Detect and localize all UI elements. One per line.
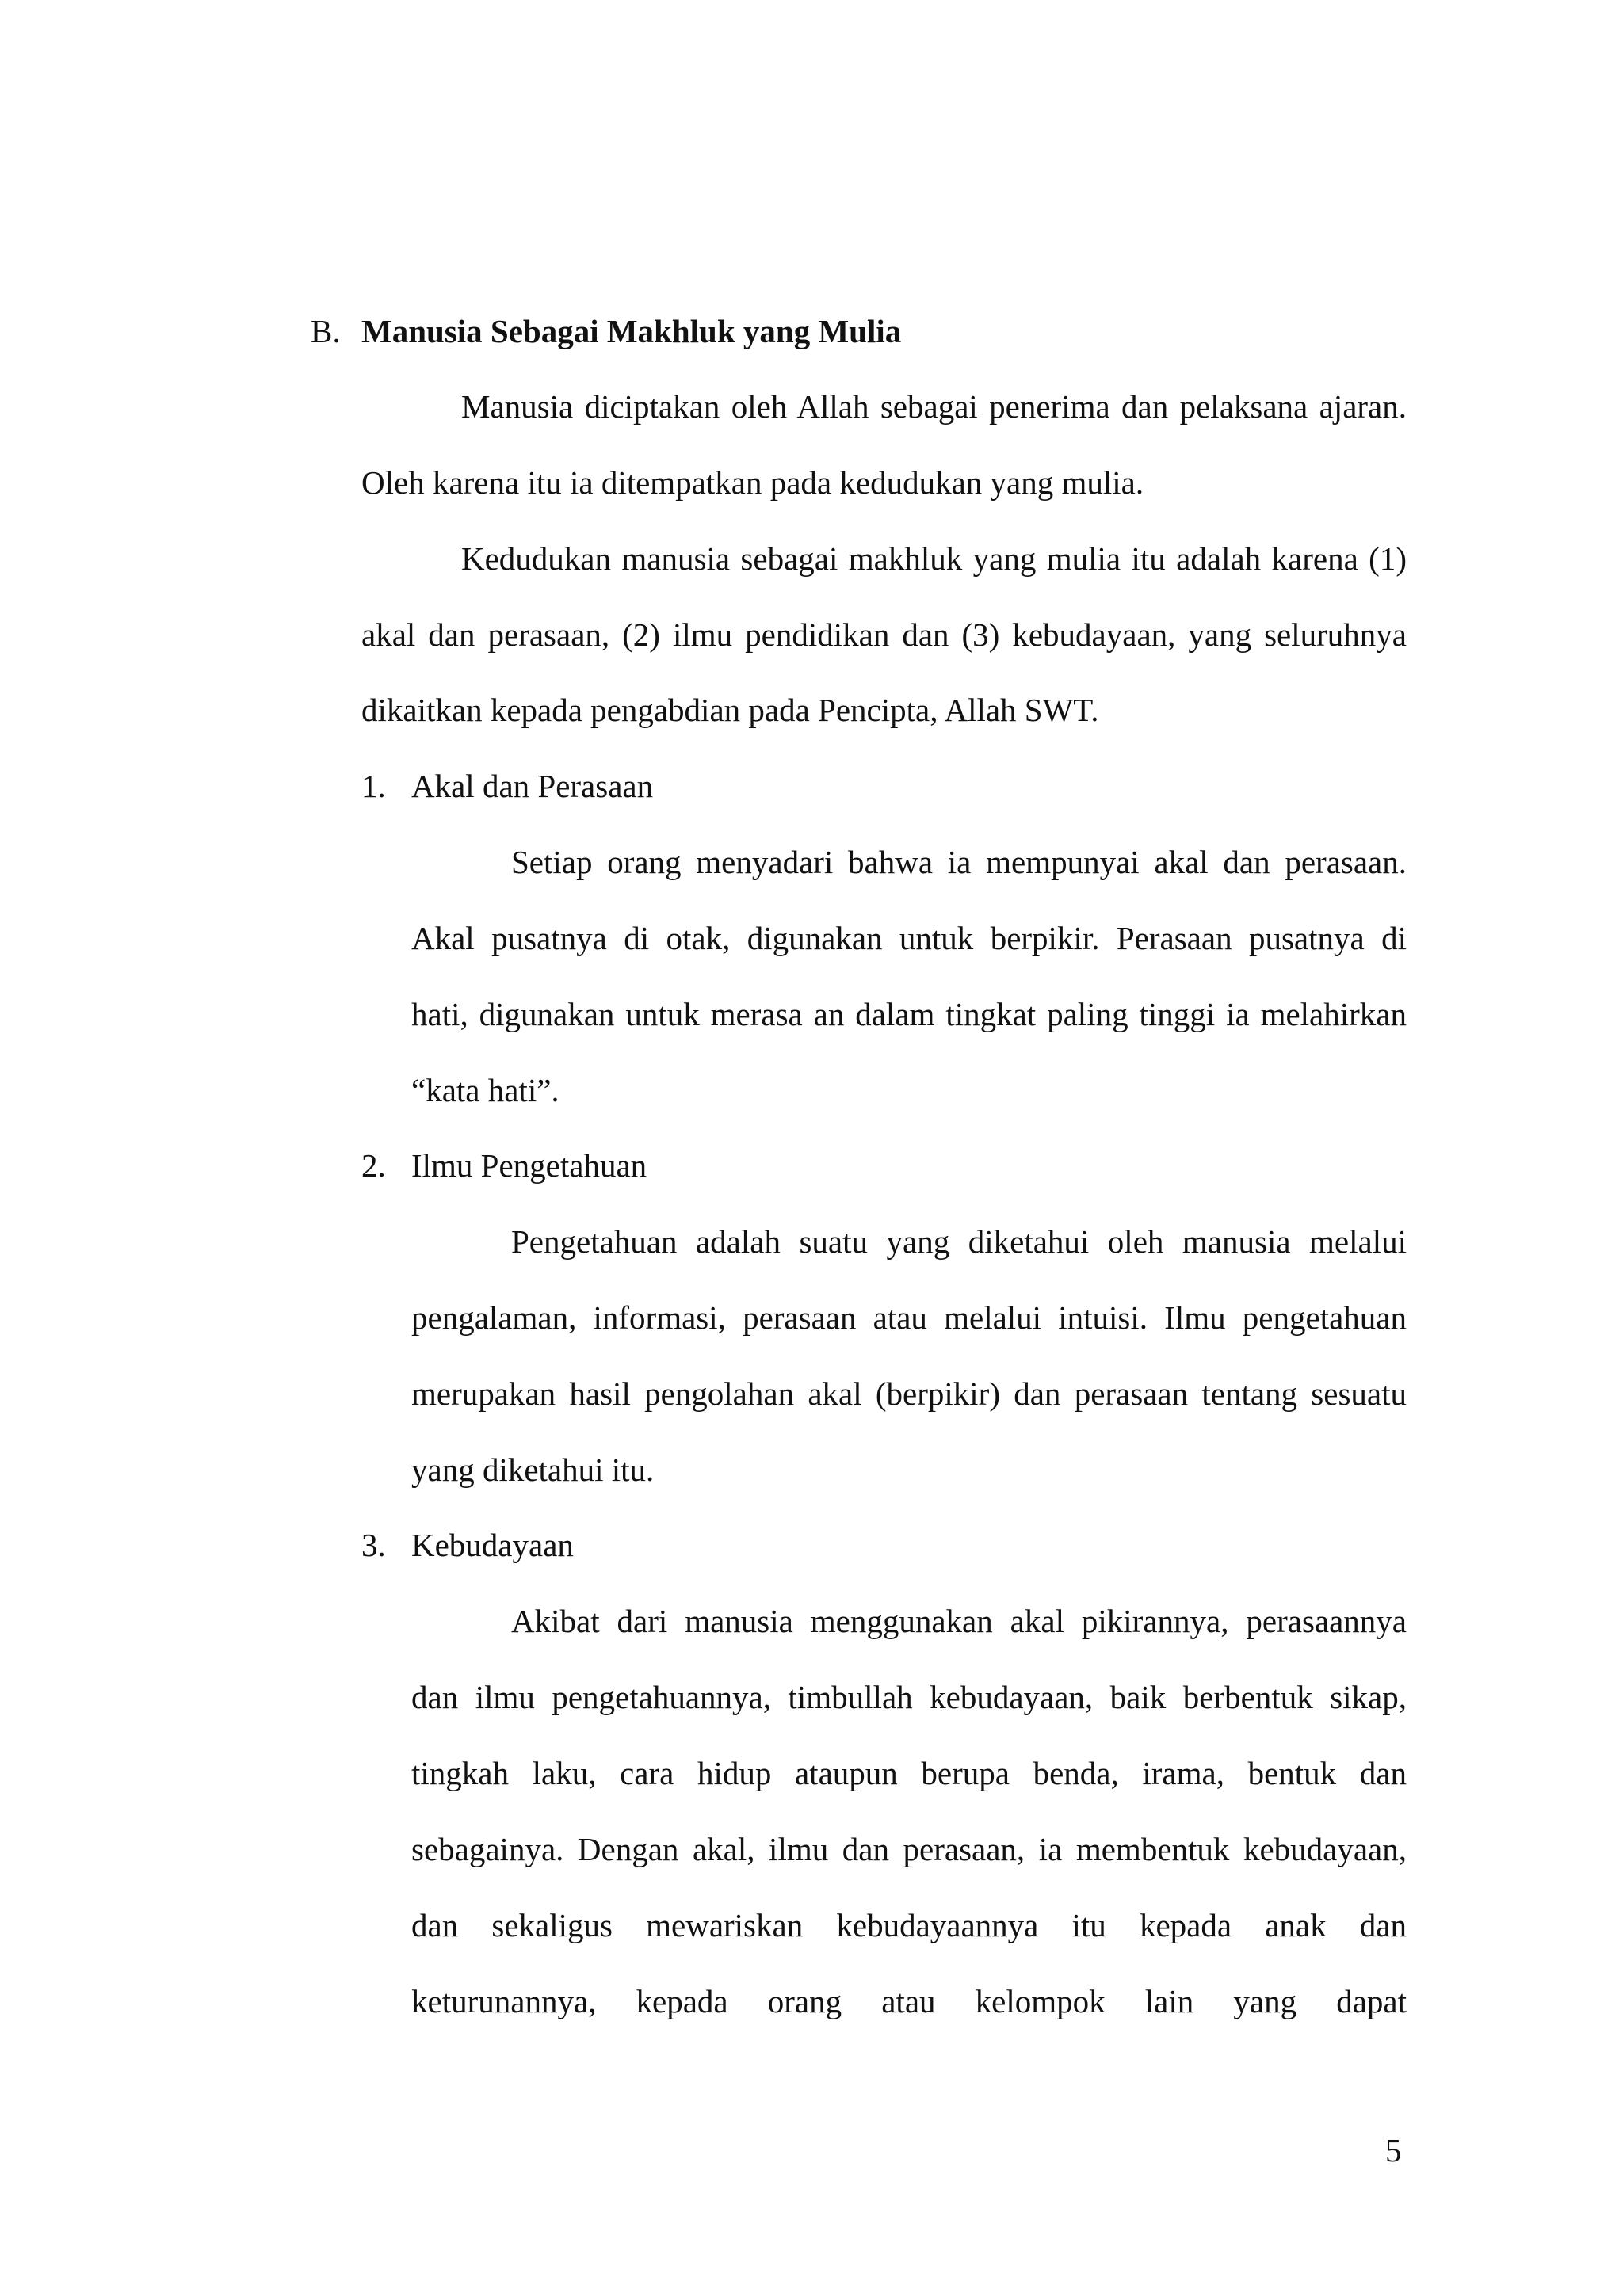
paragraph-line: akal dan perasaan, (2) ilmu pendidikan dan (3) kebudayaan, yang seluruhnya xyxy=(361,616,1407,653)
list-item-title: Akal dan Perasaan xyxy=(411,768,654,804)
paragraph-line: Kedudukan manusia sebagai makhluk yang mulia itu adalah karena (1) xyxy=(461,540,1407,577)
section-title: Manusia Sebagai Makhluk yang Mulia xyxy=(361,313,902,349)
section-letter: B. xyxy=(311,313,341,349)
paragraph-line: dan ilmu pengetahuannya, timbullah kebudayaan, baik berbentuk sikap, xyxy=(411,1679,1407,1715)
list-item-number: 2. xyxy=(361,1147,386,1184)
paragraph-line: Akibat dari manusia menggunakan akal pikirannya, perasaannya xyxy=(511,1603,1407,1639)
paragraph-line: merupakan hasil pengolahan akal (berpikir) dan perasaan tentang sesuatu xyxy=(411,1375,1407,1412)
paragraph-line: keturunannya, kepada orang atau kelompok lain yang dapat xyxy=(411,1983,1407,2019)
list-item-number: 1. xyxy=(361,768,386,804)
paragraph-line: dan sekaligus mewariskan kebudayaannya itu kepada anak dan xyxy=(411,1907,1407,1943)
list-item-title: Ilmu Pengetahuan xyxy=(411,1147,647,1184)
list-item-number: 3. xyxy=(361,1527,386,1563)
paragraph-line: Setiap orang menyadari bahwa ia mempunyai akal dan perasaan. xyxy=(511,844,1407,880)
page-number: 5 xyxy=(1385,2132,1402,2168)
paragraph-line: Pengetahuan adalah suatu yang diketahui oleh manusia melalui xyxy=(511,1223,1407,1260)
paragraph-line: sebagainya. Dengan akal, ilmu dan perasaan, ia membentuk kebudayaan, xyxy=(411,1831,1407,1867)
paragraph-line: hati, digunakan untuk merasa an dalam tingkat paling tinggi ia melahirkan xyxy=(411,996,1407,1032)
paragraph-line: pengalaman, informasi, perasaan atau melalui intuisi. Ilmu pengetahuan xyxy=(411,1299,1407,1336)
paragraph-line: Oleh karena itu ia ditempatkan pada kedudukan yang mulia. xyxy=(361,464,1144,501)
paragraph-line: “kata hati”. xyxy=(411,1072,559,1108)
paragraph-line: Manusia diciptakan oleh Allah sebagai penerima dan pelaksana ajaran. xyxy=(461,388,1407,425)
paragraph-line: tingkah laku, cara hidup ataupun berupa benda, irama, bentuk dan xyxy=(411,1755,1407,1791)
paragraph-line: yang diketahui itu. xyxy=(411,1451,655,1488)
paragraph-line: Akal pusatnya di otak, digunakan untuk berpikir. Perasaan pusatnya di xyxy=(411,920,1407,956)
paragraph-line: dikaitkan kepada pengabdian pada Pencipta, Allah SWT. xyxy=(361,692,1099,728)
list-item-title: Kebudayaan xyxy=(411,1527,574,1563)
